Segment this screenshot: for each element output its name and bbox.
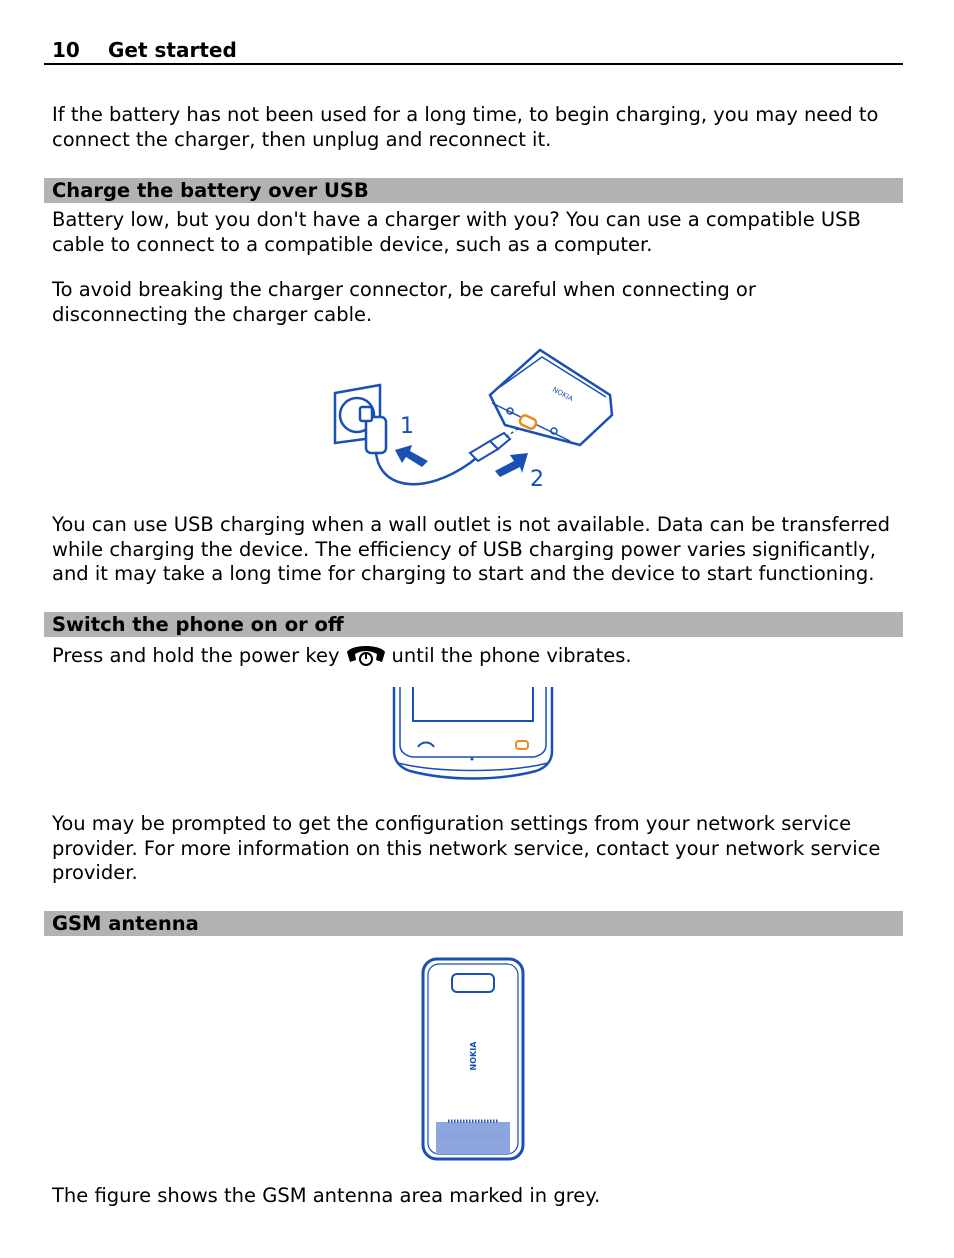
text-line: You can use USB charging when a wall outlet is not available. Data can be transferred bbox=[52, 513, 891, 536]
text-line: while charging the device. The efficiency of USB charging power varies significantly, bbox=[52, 537, 876, 561]
text-line: provider. bbox=[52, 861, 138, 884]
power-paragraph-1 bbox=[52, 642, 902, 675]
step-1-label: 1 bbox=[400, 414, 414, 439]
usb-cable bbox=[376, 453, 480, 484]
text-line: cable to connect to a compatible device, such as a computer. bbox=[52, 232, 653, 256]
phone-power-key-illustration bbox=[388, 685, 558, 791]
text-line: If the battery has not been used for a long time, to begin charging, you may need to bbox=[52, 103, 879, 126]
intro-paragraph bbox=[52, 103, 902, 152]
text-line: connect the charger, then unplug and reconnect it. bbox=[52, 127, 552, 151]
text-line: disconnecting the charger cable. bbox=[52, 302, 373, 326]
section-heading-gsm: GSM antenna bbox=[44, 911, 903, 936]
usb-connector-icon bbox=[470, 433, 510, 461]
arrow-1-icon bbox=[395, 445, 428, 467]
usb-paragraph-2 bbox=[52, 278, 902, 327]
text-line: You may be prompted to get the configuration settings from your network service bbox=[52, 812, 852, 835]
page-number: 10 bbox=[52, 38, 80, 62]
usb-charging-illustration bbox=[330, 345, 620, 495]
gsm-antenna-area bbox=[436, 1122, 510, 1154]
text-line: To avoid breaking the charger connector, be careful when connecting or bbox=[52, 278, 756, 301]
chapter-title: Get started bbox=[108, 38, 237, 62]
page-header bbox=[44, 38, 903, 65]
step-2-label: 2 bbox=[530, 467, 544, 492]
usb-paragraph-3 bbox=[52, 513, 902, 587]
brand-label: NOKIA bbox=[551, 385, 575, 404]
power-paragraph-2 bbox=[52, 812, 902, 886]
section-heading-power: Switch the phone on or off bbox=[44, 612, 903, 637]
usb-paragraph-1 bbox=[52, 208, 902, 257]
phone-outline bbox=[394, 687, 552, 779]
text-line: The figure shows the GSM antenna area marked in grey. bbox=[52, 1184, 601, 1207]
phone-back-antenna-illustration bbox=[420, 956, 526, 1164]
gsm-caption bbox=[52, 1184, 902, 1209]
text-after-key: until the phone vibrates. bbox=[391, 644, 632, 667]
text-line: and it may take a long time for charging to start and the device to start functioning. bbox=[52, 562, 875, 585]
text-before-key: Press and hold the power key bbox=[52, 644, 340, 667]
power-key-icon bbox=[344, 642, 388, 675]
arrow-2-icon bbox=[495, 453, 528, 477]
brand-logo: NOKIA bbox=[469, 1041, 478, 1071]
section-heading-usb: Charge the battery over USB bbox=[44, 178, 903, 203]
text-line: provider. For more information on this network service, contact your network service bbox=[52, 836, 881, 860]
text-line: Battery low, but you don't have a charger with you? You can use a compatible USB bbox=[52, 208, 861, 231]
